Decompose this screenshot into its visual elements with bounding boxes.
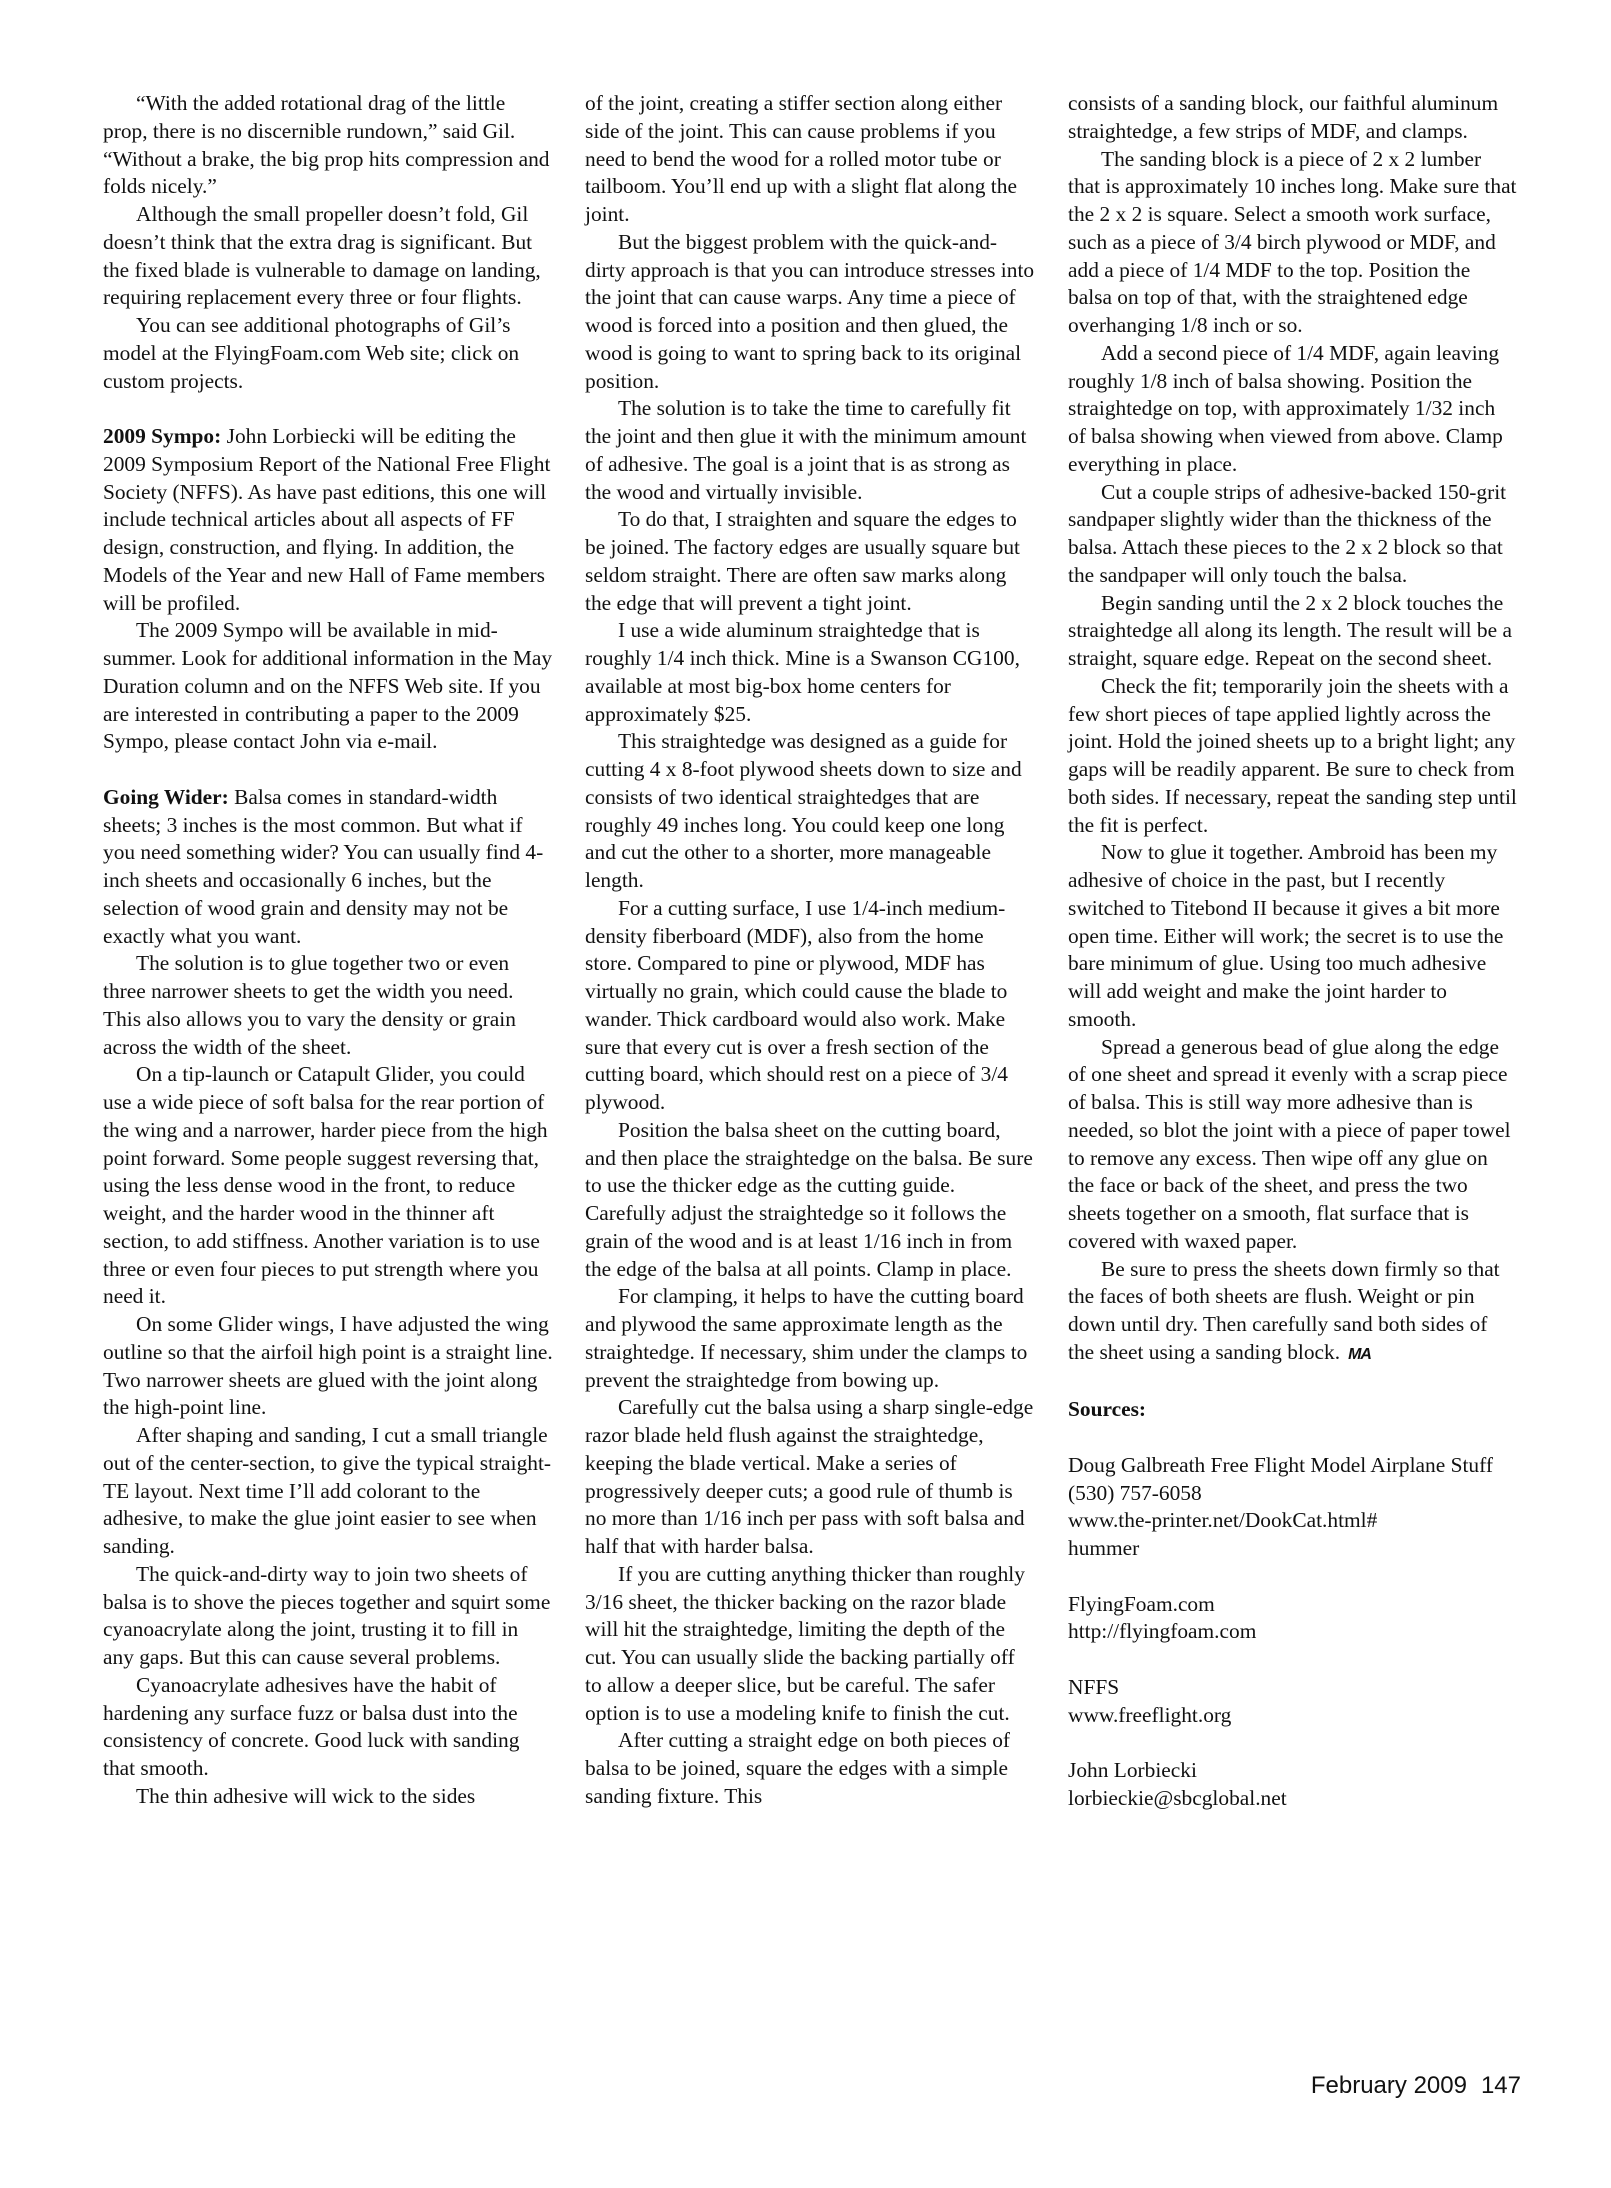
paragraph: Spread a generous bead of glue along the edge of one sheet and spread it evenly with a scrap piece of balsa. This is still way more adhesive than is needed, so blot the joint with a piece of paper towel to remove any excess. Then wipe off any glue on the face or back of the sheet, and press the two sheets together on a smooth, flat surface that is covered with waxed paper.: [1068, 1034, 1511, 1253]
column-2: [585, 90, 1035, 1811]
paragraph: If you are cutting anything thicker than roughly 3/16 sheet, the thicker backing on the razor blade will hit the straightedge, limiting the depth of the cut. You can usually slide the backing partially off to allow a deeper slice, but be careful. The safer option is to use a modeling knife to finish the cut.: [585, 1561, 1025, 1725]
paragraph: Now to glue it together. Ambroid has been my adhesive of choice in the past, but I recently switched to Titebond II because it gives a bit more open time. Either will work; the secret is to use the bare minimum of glue. Using too much adhesive will add weight and make the joint harder to smooth.: [1068, 840, 1504, 1031]
sources-heading: Sources:: [1068, 1397, 1147, 1422]
paragraph: After cutting a straight edge on both pieces of balsa to be joined, square the edges with a simple sanding fixture. This: [585, 1728, 1011, 1808]
source-entry: FlyingFoam.com http://flyingfoam.com: [1068, 1591, 1257, 1644]
paragraph: The solution is to take the time to carefully fit the joint and then glue it with the minimum amount of adhesive. The goal is a joint that is as strong as the wood and virtually invisible.: [585, 396, 1027, 504]
going-wider-lead: Going Wider:: [103, 784, 229, 809]
paragraph: “With the added rotational drag of the little prop, there is no discernible rundown,” said Gil. “Without a brake, the big prop hits compression and folds nicely.”: [103, 91, 550, 199]
paragraph: consists of a sanding block, our faithful aluminum straightedge, a few strips of MDF, and clamps.: [1068, 91, 1499, 143]
paragraph: The quick-and-dirty way to join two sheets of balsa is to shove the pieces together and squirt some cyanoacrylate along the joint, trusting it to fill in any gaps. But this can cause several problems.: [103, 1561, 551, 1669]
closing-text: Be sure to press the sheets down firmly so that the faces of both sheets are flush. Weight or pin down until dry. Then carefully sand both sides of the sheet using a sanding block.: [1068, 1256, 1500, 1364]
paragraph: Cut a couple strips of adhesive-backed 150-grit sandpaper slightly wider than the thickness of the balsa. Attach these pieces to the 2 x 2 block so that the sandpaper will only touch the balsa.: [1068, 479, 1507, 587]
paragraph: of the joint, creating a stiffer section along either side of the joint. This can cause problems if you need to bend the wood for a rolled motor tube or tailboom. You’ll end up with a slight flat along the joint.: [585, 91, 1017, 226]
paragraph: But the biggest problem with the quick-and-dirty approach is that you can introduce stresses into the joint that can cause warps. Any time a piece of wood is forced into a position and then glued, the wood is going to want to spring back to its original position.: [585, 229, 1035, 393]
paragraph: On a tip-launch or Catapult Glider, you could use a wide piece of soft balsa for the rear portion of the wing and a narrower, harder piece from the high point forward. Some people suggest reversing that, using the less dense wood in the front, to reduce weight, and the harder wood in the thinner aft section, to add stiffness. Another variation is to use three or even four pieces to put strength where you need it.: [103, 1062, 548, 1309]
source-entry: John Lorbiecki lorbieckie@sbcglobal.net: [1068, 1758, 1287, 1810]
sympo-lead: 2009 Sympo:: [103, 424, 222, 448]
ma-end-mark: MA: [1348, 1345, 1371, 1363]
paragraph: On some Glider wings, I have adjusted the wing outline so that the airfoil high point is a straight line. Two narrower sheets are glued with the joint along the high-point line.: [103, 1312, 553, 1420]
paragraph: Add a second piece of 1/4 MDF, again leaving roughly 1/8 inch of balsa showing. Position the straightedge on top, with approximately 1/32 inch of balsa showing when viewed from above. Clamp everything in place.: [1068, 340, 1503, 476]
going-wider-body: Balsa comes in standard-width sheets; 3 inches is the most common. But what if you need something wider? You can usually find 4-inch sheets and occasionally 6 inches, but the selection of wood grain and density may not be exactly what you want.: [103, 784, 544, 948]
paragraph: Although the small propeller doesn’t fold, Gil doesn’t think that the extra drag is significant. But the fixed blade is vulnerable to damage on landing, requiring replacement every three or four flights.: [103, 202, 541, 310]
paragraph: I use a wide aluminum straightedge that is roughly 1/4 inch thick. Mine is a Swanson CG100, available at most big-box home centers for approximately $25.: [585, 618, 1020, 726]
paragraph: This straightedge was designed as a guide for cutting 4 x 8-foot plywood sheets down to size and consists of two identical straightedges that are roughly 49 inches long. You could keep one long and cut the other to a shorter, more manageable length.: [585, 729, 1022, 892]
paragraph: The 2009 Sympo will be available in mid-summer. Look for additional information in the May Duration column and on the NFFS Web site. If you are interested in contributing a paper to the 2009 Sympo, please contact John via e-mail.: [103, 618, 553, 754]
closing-paragraph: [1068, 1256, 1518, 1369]
issue-date: February 2009: [1310, 2072, 1467, 2099]
page-number: 147: [1480, 2072, 1521, 2099]
paragraph: To do that, I straighten and square the edges to be joined. The factory edges are usually square but seldom straight. There are often saw marks along the edge that will prevent a tight joint.: [585, 507, 1020, 615]
paragraph: The solution is to glue together two or even three narrower sheets to get the width you need. This also allows you to vary the density or grain across the width of the sheet.: [103, 951, 516, 1059]
paragraph: Begin sanding until the 2 x 2 block touches the straightedge all along its length. The result will be a straight, square edge. Repeat on the second sheet.: [1068, 590, 1512, 670]
source-entry: NFFS www.freeflight.org: [1068, 1674, 1232, 1727]
column-3: [1068, 90, 1518, 1813]
paragraph: The thin adhesive will wick to the sides: [136, 1783, 476, 1808]
column-1: [103, 90, 553, 1811]
paragraph: Carefully cut the balsa using a sharp single-edge razor blade held flush against the straightedge, keeping the blade vertical. Make a series of progressively deeper cuts; a good rule of thumb is no more than 1/16 inch per pass with soft balsa and half that with harder balsa.: [585, 1395, 1034, 1558]
paragraph: Check the fit; temporarily join the sheets with a few short pieces of tape applied lightly across the joint. Hold the joined sheets up to a bright light; any gaps will be readily apparent. Be sure to check from both sides. If necessary, repeat the sanding step until the fit is perfect.: [1068, 673, 1517, 837]
source-entry: Doug Galbreath Free Flight Model Airplane Stuff (530) 757-6058 www.the-printer.net/DookCat.html# hummer: [1068, 1452, 1493, 1560]
going-wider-paragraph: [103, 784, 553, 951]
paragraph: You can see additional photographs of Gil’s model at the FlyingFoam.com Web site; click on custom projects.: [103, 313, 520, 393]
paragraph: For a cutting surface, I use 1/4-inch medium-density fiberboard (MDF), also from the home store. Compared to pine or plywood, MDF has virtually no grain, which could cause the blade to wander. Thick cardboard would also work. Make sure that every cut is over a fresh section of the cutting board, which should rest on a piece of 3/4 plywood.: [585, 895, 1008, 1114]
paragraph: Position the balsa sheet on the cutting board, and then place the straightedge on the balsa. Be sure to use the thicker edge as the cutting guide. Carefully adjust the straightedge so it follows the grain of the wood and is at least 1/16 inch in from the edge of the balsa at all points. Clamp in place.: [585, 1117, 1033, 1281]
sympo-body: John Lorbiecki will be editing the 2009 Symposium Report of the National Free Flight Society (NFFS). As have past editions, this one will include technical articles about all aspects of FF design, construction, and flying. In addition, the Models of the Year and new Hall of Fame members will be profiled.: [103, 424, 551, 615]
page-footer: [1311, 2072, 1521, 2100]
paragraph: For clamping, it helps to have the cutting board and plywood the same approximate length as the straightedge. If necessary, shim under the clamps to prevent the straightedge from bowing up.: [585, 1284, 1028, 1392]
paragraph: The sanding block is a piece of 2 x 2 lumber that is approximately 10 inches long. Make sure that the 2 x 2 is square. Select a smooth work surface, such as a piece of 3/4 birch plywood or MDF, and add a piece of 1/4 MDF to the top. Position the balsa on top of that, with the straightened edge overhanging 1/8 inch or so.: [1068, 146, 1517, 337]
paragraph: After shaping and sanding, I cut a small triangle out of the center-section, to give the typical straight-TE layout. Next time I’ll add colorant to the adhesive, to make the glue joint easier to see when sanding.: [103, 1423, 552, 1558]
paragraph: Cyanoacrylate adhesives have the habit of hardening any surface fuzz or balsa dust into the consistency of concrete. Good luck with sanding that smooth.: [103, 1672, 520, 1780]
sympo-paragraph: [103, 423, 553, 617]
